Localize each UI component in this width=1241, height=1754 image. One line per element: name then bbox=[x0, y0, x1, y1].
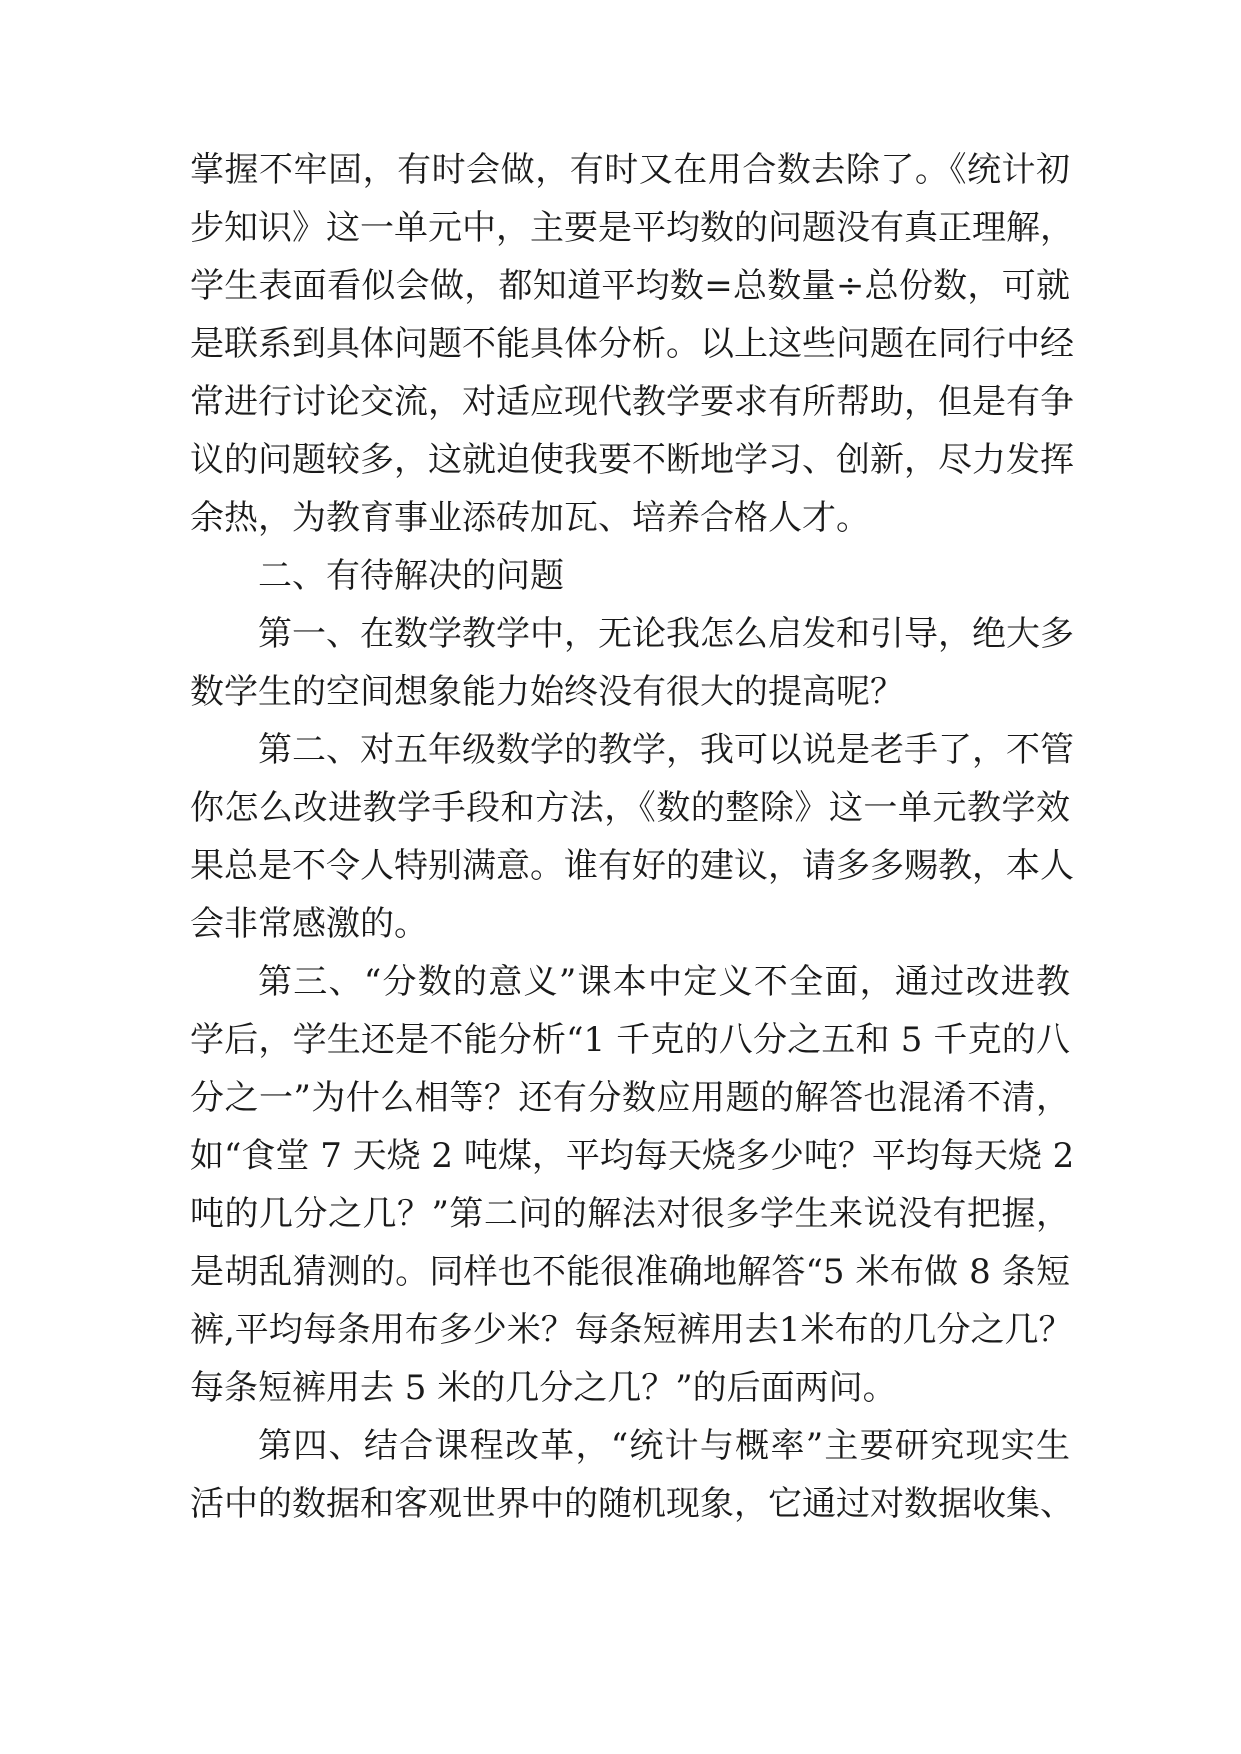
text-line: 活中的数据和客观世界中的随机现象，它通过对数据收集、 bbox=[190, 1484, 1074, 1524]
text-line: 裤,平均每条用布多少米？每条短裤用去1米布的几分之几？ bbox=[190, 1310, 1073, 1350]
text-line: 如“食堂 7 天烧 2 吨煤，平均每天烧多少吨？平均每天烧 2 bbox=[190, 1136, 1075, 1176]
section-heading: 二、有待解决的问题 bbox=[258, 556, 564, 596]
text-line: 是胡乱猜测的。同样也不能很准确地解答“5 米布做 8 条短 bbox=[190, 1252, 1070, 1292]
text-line: 分之一”为什么相等？还有分数应用题的解答也混淆不清， bbox=[190, 1078, 1070, 1118]
text-line: 学生表面看似会做，都知道平均数=总数量÷总份数，可就 bbox=[190, 266, 1070, 306]
paragraph-first-line: 第一、在数学教学中，无论我怎么启发和引导，绝大多 bbox=[258, 614, 1074, 654]
text-line: 会非常感激的。 bbox=[190, 904, 428, 944]
text-line: 你怎么改进教学手段和方法，《数的整除》这一单元教学效 bbox=[190, 788, 1070, 828]
paragraph-first-line: 第三、“分数的意义”课本中定义不全面，通过改进教 bbox=[258, 962, 1070, 1002]
text-line: 果总是不令人特别满意。谁有好的建议，请多多赐教，本人 bbox=[190, 846, 1074, 886]
text-line: 学后，学生还是不能分析“1 千克的八分之五和 5 千克的八 bbox=[190, 1020, 1070, 1060]
text-line: 数学生的空间想象能力始终没有很大的提高呢？ bbox=[190, 672, 904, 712]
text-line: 是联系到具体问题不能具体分析。以上这些问题在同行中经 bbox=[190, 324, 1074, 364]
text-line: 常进行讨论交流，对适应现代教学要求有所帮助，但是有争 bbox=[190, 382, 1074, 422]
text-line: 每条短裤用去 5 米的几分之几？”的后面两问。 bbox=[190, 1368, 897, 1408]
text-line: 掌握不牢固，有时会做，有时又在用合数去除了。《统计初 bbox=[190, 150, 1070, 190]
text-line: 步知识》这一单元中，主要是平均数的问题没有真正理解， bbox=[190, 208, 1074, 248]
text-line: 议的问题较多，这就迫使我要不断地学习、创新，尽力发挥 bbox=[190, 440, 1074, 480]
paragraph-first-line: 第四、结合课程改革，“统计与概率”主要研究现实生 bbox=[258, 1426, 1070, 1466]
text-line: 吨的几分之几？”第二问的解法对很多学生来说没有把握， bbox=[190, 1194, 1070, 1234]
document-body bbox=[190, 141, 1075, 1533]
paragraph-first-line: 第二、对五年级数学的教学，我可以说是老手了，不管 bbox=[258, 730, 1074, 770]
text-line: 余热，为教育事业添砖加瓦、培养合格人才。 bbox=[190, 498, 870, 538]
